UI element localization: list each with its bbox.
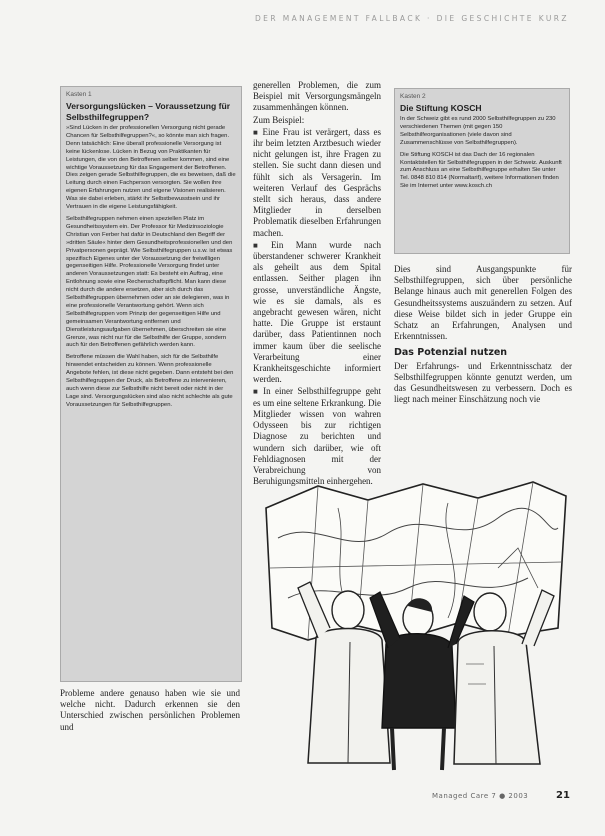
bullet-square-icon: ■: [253, 240, 268, 250]
body-paragraph: Zum Beispiel:: [253, 114, 305, 125]
footer-magazine-name: Managed Care 7 ● 2003: [432, 792, 529, 800]
box-paragraph: »Sind Lücken in der professionellen Versorgung nicht gerade Chancen für Selbsthilfegruppen?«, so könnte man sich fragen. Denn tatsächlich: Eine überall professionelle Versorgung ist keine lückenlose. Lücken in Bezug von Praktikanten für Leistungen, die von den Betroffenen selber kommen, sind eine wichtige Voraussetzung für das Engagement der Betroffenen. Dies zeigen gerade Selbsthilfegruppen, die es beweisen, daß die Leitung durch einen Fachperson versorgten. Sie wollen ihre eigenen Erfahrungen nutzen und eigene Visionen realisieren. Was sie dabei erleben, stärkt ihr Selbstbewusstsein und ihr Vertrauen in die eigene Leistungsfähigkeit.: [66, 125, 236, 211]
box-paragraph: In der Schweiz gibt es rund 2000 Selbsthilfegruppen zu 230 verschiedenen Themen (mit gegen 150 Selbsthilfeorganisationen (viele davon sind Zusammenschlüsse von Selbsthilfegruppen).: [400, 116, 556, 146]
body-paragraph: generellen Problemen, die zum Beispiel mit Versorgungsmängeln zusammenhängen können.: [253, 80, 381, 113]
bullet-paragraph: [253, 240, 381, 386]
sidebar-box-1: [60, 86, 242, 682]
bullet-paragraph: [253, 127, 381, 239]
bullet-text: Eine Frau ist verärgert, dass es ihr beim letzten Arztbesuch wieder nicht gelungen ist, ihre Fragen zu stellen. Sie sucht dann diesen und fühlt sich als Versagerin. Im weiteren Verlauf des Gesprächs stellt sich heraus, dass andere Mitglieder in derselben Problematik dieselben Erfahrungen machen.: [253, 126, 381, 238]
box-title: Die Stiftung KOSCH: [400, 103, 482, 113]
body-paragraph: Der Erfahrungs- und Erkenntnisschatz der Selbsthilfegruppen könnte genutzt werden, um das Gesundheitswesen zu verbessern. Doch es liegt nach meiner Einschätzung noch vie: [394, 360, 572, 405]
bullet-text: Ein Mann wurde nach überstandener schwerer Krankheit als geheilt aus dem Spital entlassen. Seither plagen ihn grosse, unverständliche Ängste, wie es sie damals, als es angebracht gewesen wären, nicht hatte. Die Gruppe ist erstaunt darüber, dass Patientinnen noch immer kaum über die seelische Verarbeitung einer Krankheitsgeschichte informiert werden.: [253, 239, 381, 385]
body-column-right: [394, 264, 572, 476]
section-heading: Das Potenzial nutzen: [394, 347, 508, 359]
box-title: Versorgungslücken – Voraussetzung für Selbsthilfegruppen?: [66, 101, 231, 122]
people-reading-map-illustration: [258, 478, 574, 776]
box-paragraph: Betroffene müssen die Wahl haben, sich für die Selbsthilfe hinwendet entscheiden zu können. Wenn professionelle Angebote fehlen, ist diese nicht gegeben. Dann entsteht bei den Selbsthilfegruppen der Druck, als Betroffene zu intervenieren, auch wenn diese zur Selbsthilfe nicht bereit oder nicht in der Lage sind. Versorgungslücken sind also nicht schlechte als gute Voraussetzungen für Selbsthilfegruppen.: [66, 354, 234, 408]
box-label: Kasten 1: [66, 91, 92, 98]
bullet-paragraph: [253, 386, 381, 487]
bullet-square-icon: ■: [253, 387, 261, 397]
sidebar-box-2: [394, 88, 570, 254]
box-label: Kasten 2: [400, 93, 426, 100]
page-number: 21: [556, 790, 570, 801]
body-column-middle: [253, 80, 381, 510]
box-paragraph: Selbsthilfegruppen nehmen einen speziellen Platz im Gesundheitssystem ein. Der Professor für Medizinsoziologie Christian von Ferber hat dafür in Deutschland den Begriff der »dritten Säule« hinter dem Gesundheitsprofessionellen und den Privatpersonen geprägt. Wie Selbsthilfegruppen u.s.w. ist etwas spezifisch Eigenes unter der Voraussetzung der freiwilligen gegenseitigen Hilfe. Professionelle Versorgung findet unter anderen Voraussetzungen statt: Es besteht ein Auftrag, eine Entlohnung sowie eine Rechenschaftspflicht. Man kann diese nicht durch die andere ersetzen, aber sich durch das Selbsthilfegruppen übernehmen oder an sie delegieren, was in eine professionelle Verantwortung gehört. Wenn sich Selbsthilfegruppen vom Prinzip der gegenseitigen Hilfe und gemeinsamen Verantwortung entfernen und Dienstleistungsaufgaben übernehmen, überschreiten sie eine Grenze, was nicht nur für die Selbsthilfe der Gruppe, sondern auch für den Betroffenen gefährlich werden kann.: [66, 215, 233, 349]
bullet-square-icon: ■: [253, 127, 260, 137]
body-paragraph: Dies sind Ausgangspunkte für Selbsthilfegruppen, sich über persönliche Belange hinaus auch mit generellen Folgen des Gesundheitssystems auszuändern zu setzen. Auf diese Weise bildet sich in jeder Gruppe ein Schatz an Erfahrungen, Analysen und Erkenntnissen.: [394, 264, 572, 342]
body-column-bottom-left: [60, 688, 240, 748]
running-head: DER MANAGEMENT FALLBACK · DIE GESCHICHTE KURZ: [255, 14, 569, 23]
bullet-text: In einer Selbsthilfegruppe geht es um eine seltene Erkrankung. Die Mitglieder wissen von wahren Odysseen bis zur richtigen Diagnose zu berichten und wundern sich darüber, wie oft Fehldiagnosen mit der Verabreichung von Beruhigungsmitteln einhergehen.: [253, 386, 381, 487]
box-paragraph: Die Stiftung KOSCH ist das Dach der 16 regionalen Kontaktstellen für Selbsthilfegruppen in der Schweiz. Auskunft zum Anschluss an eine Selbsthilfegruppe erhalten Sie unter Tel. 0848 810 814 (Normaltarif), weitere Informationen finden Sie im Internet unter www.kosch.ch: [400, 151, 562, 190]
body-paragraph: Probleme andere genauso haben wie sie und welche nicht. Dadurch erkennen sie den Unterschied zwischen persönlichen Problemen und: [60, 688, 240, 732]
